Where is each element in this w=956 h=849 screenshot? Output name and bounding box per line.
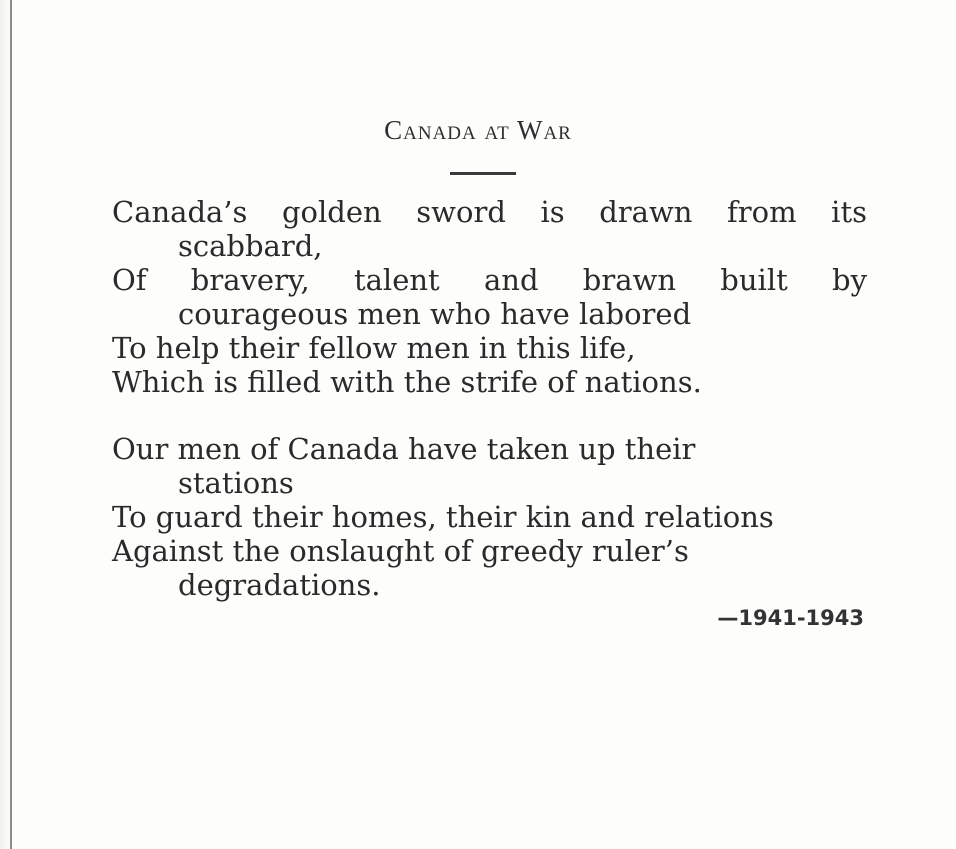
poem-date: —1941-1943 [717, 606, 864, 630]
poem-line: To guard their homes, their kin and relations [112, 500, 774, 534]
poem-line: Which is filled with the strife of nations. [112, 365, 702, 399]
stanza [112, 195, 867, 399]
poem-line: Our men of Canada have taken up their [112, 432, 696, 466]
poem-title: Canada at War [384, 115, 572, 145]
stanza [112, 432, 867, 602]
poem-line: Against the onslaught of greedy ruler’s [112, 534, 689, 568]
poem-body [112, 195, 867, 602]
poem-line: scabbard, [178, 229, 323, 263]
title-divider [450, 172, 516, 175]
poem-line: Canada’s golden sword is drawn from its [112, 195, 867, 229]
poem-line: Of bravery, talent and brawn built by [112, 263, 867, 297]
poem-line: stations [178, 466, 294, 500]
poem-line: degradations. [178, 568, 381, 602]
poem-line: To help their fellow men in this life, [112, 331, 636, 365]
poem-line: courageous men who have labored [178, 297, 692, 331]
